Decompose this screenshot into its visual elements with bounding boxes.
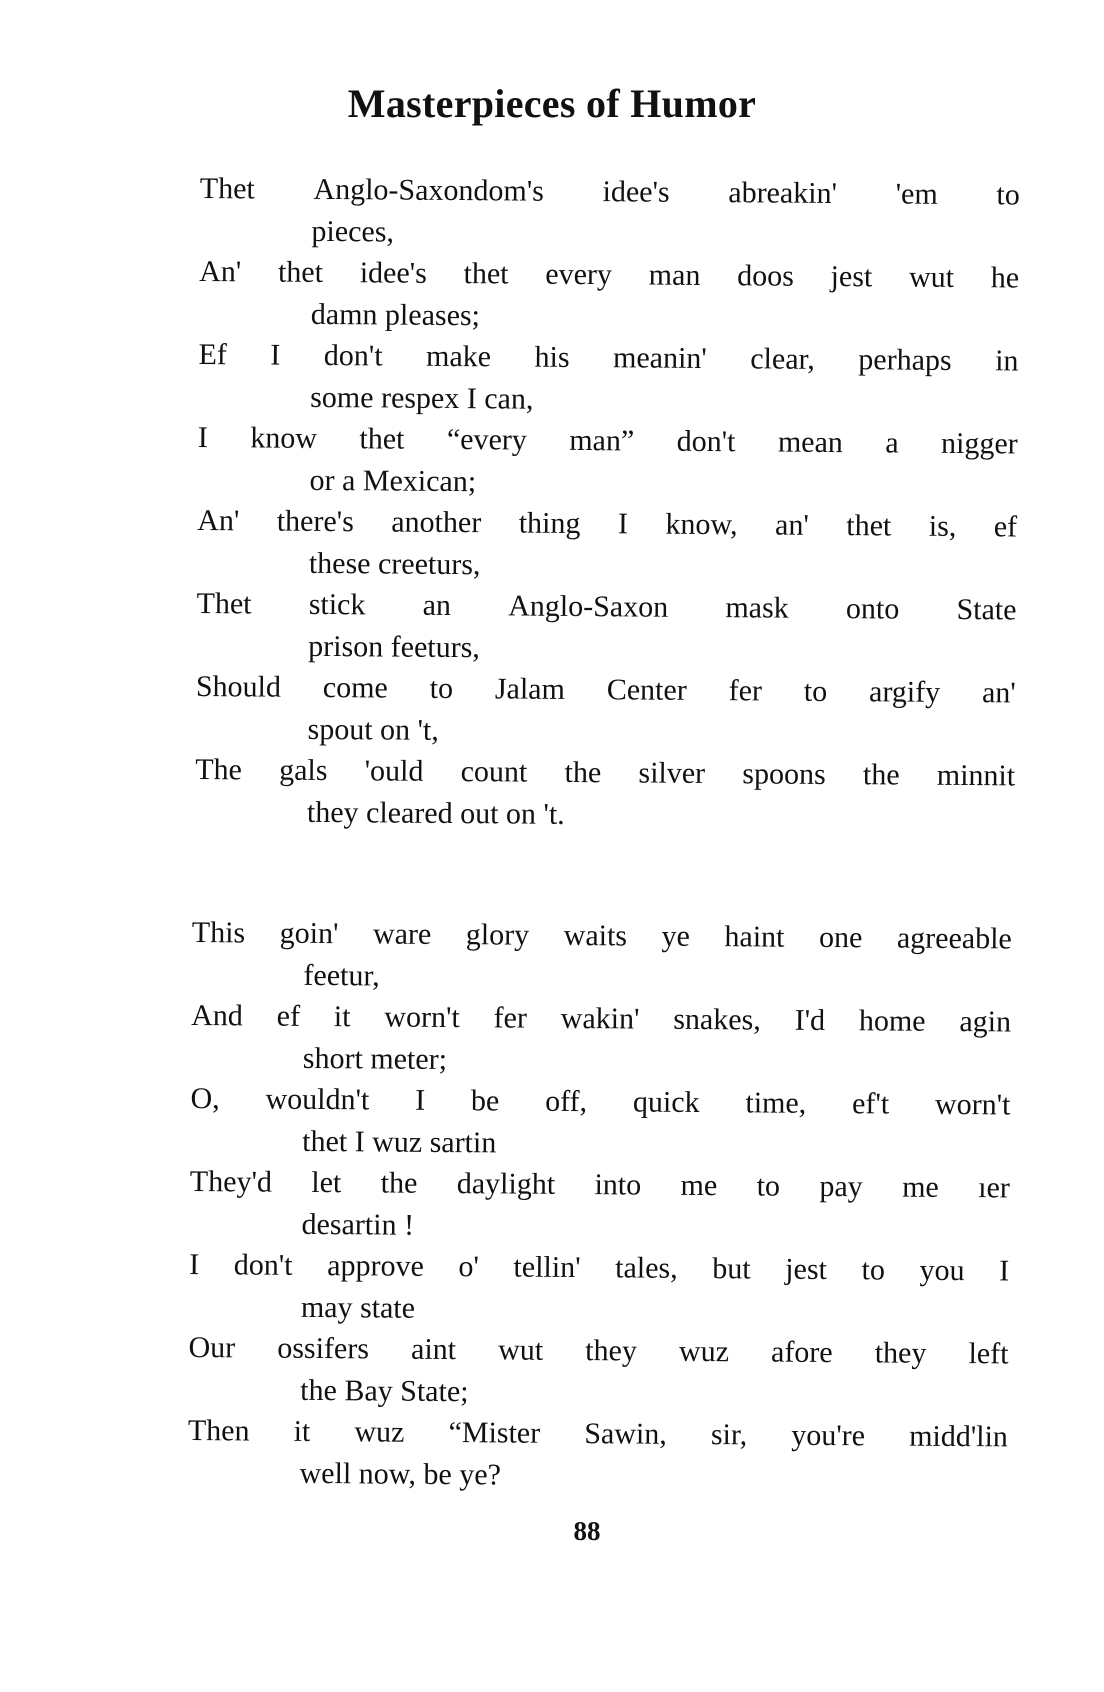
verse-word: off, bbox=[545, 1084, 588, 1119]
verse-word: approve bbox=[327, 1249, 424, 1283]
page-number: 88 bbox=[573, 1516, 601, 1546]
verse-word: they bbox=[874, 1336, 927, 1370]
verse-word: left bbox=[968, 1337, 1009, 1371]
verse-word: to bbox=[803, 674, 828, 708]
verse-main-line bbox=[196, 666, 1016, 714]
verse-word: come bbox=[322, 670, 388, 705]
verse-continuation: damn pleases; bbox=[310, 297, 481, 332]
verse-continuation: feetur, bbox=[303, 958, 380, 992]
running-head: Masterpieces of Humor bbox=[347, 81, 757, 126]
verse-word: make bbox=[425, 339, 492, 374]
verse-main-line bbox=[189, 1244, 1009, 1292]
verse-continuation: the Bay State; bbox=[300, 1373, 469, 1408]
verse-word: ef bbox=[276, 999, 301, 1033]
verse-word: An' bbox=[197, 503, 240, 538]
verse-word: home bbox=[858, 1004, 926, 1038]
verse-continuation: short meter; bbox=[302, 1041, 448, 1076]
verse-word: Anglo-Saxondom's bbox=[313, 172, 545, 208]
verse-word: he bbox=[990, 261, 1020, 295]
verse-word: Our bbox=[188, 1330, 236, 1365]
verse-word: stick bbox=[308, 587, 366, 622]
verse-word: worn't bbox=[384, 1000, 460, 1035]
verse-word: jest bbox=[785, 1252, 828, 1286]
verse-continuation: thet I wuz sartin bbox=[302, 1124, 497, 1159]
verse-line bbox=[197, 500, 1018, 589]
verse-word: wouldn't bbox=[265, 1082, 370, 1117]
verse-word: to bbox=[429, 671, 454, 706]
verse-continuation: well now, be ye? bbox=[299, 1456, 502, 1491]
verse-word: doos bbox=[737, 259, 794, 293]
verse-word: is, bbox=[928, 509, 957, 543]
verse-word: it bbox=[333, 1000, 351, 1034]
verse-word: they bbox=[585, 1334, 638, 1368]
verse-word: ıer bbox=[978, 1171, 1010, 1205]
verse-word: waits bbox=[563, 918, 628, 953]
verse-word: ef't bbox=[851, 1087, 890, 1121]
verse-word: wakin' bbox=[560, 1001, 640, 1036]
verse-word: man bbox=[648, 258, 701, 292]
verse-word: ware bbox=[372, 917, 432, 951]
verse-word: I bbox=[197, 420, 209, 455]
verse-line bbox=[190, 1078, 1011, 1167]
verse-word: thet bbox=[463, 257, 509, 291]
verse-word: I bbox=[189, 1247, 200, 1282]
verse-word: an' bbox=[981, 676, 1016, 710]
verse-word: every bbox=[545, 257, 613, 292]
verse-word: Should bbox=[195, 669, 282, 704]
verse-word: Ef bbox=[198, 337, 227, 372]
verse-main-line bbox=[188, 1327, 1008, 1375]
verse-word: an bbox=[422, 588, 452, 622]
verse-word: quick bbox=[632, 1085, 700, 1119]
verse-word: in bbox=[995, 344, 1019, 378]
verse-word: tellin' bbox=[513, 1250, 581, 1285]
verse-word: thet bbox=[277, 255, 324, 289]
verse-word: another bbox=[391, 505, 482, 540]
verse-word: me bbox=[680, 1168, 718, 1203]
verse-word: fer bbox=[493, 1001, 528, 1035]
verse-word: agreeable bbox=[896, 921, 1012, 956]
verse-word: man” bbox=[569, 423, 635, 458]
verse-word: to bbox=[861, 1253, 886, 1287]
verse-word: onto bbox=[845, 592, 900, 626]
verse-word: the bbox=[862, 758, 900, 792]
verse-word: O, bbox=[190, 1081, 220, 1116]
verse-word: I bbox=[999, 1254, 1010, 1288]
verse-line bbox=[199, 251, 1020, 340]
verse-word: argify bbox=[868, 675, 941, 709]
verse-word: abreakin' bbox=[728, 176, 838, 211]
verse-word: 'ould bbox=[364, 754, 424, 788]
verse-word: worn't bbox=[934, 1087, 1011, 1122]
verse-main-line bbox=[196, 583, 1016, 631]
verse-word: nigger bbox=[940, 426, 1018, 461]
verse-word: 'em bbox=[895, 177, 938, 211]
verse-main-line bbox=[191, 995, 1011, 1043]
verse-word: o' bbox=[458, 1250, 480, 1284]
verse-word: don't bbox=[676, 424, 736, 459]
verse-line bbox=[188, 1327, 1009, 1416]
verse-word: tales, bbox=[615, 1251, 678, 1285]
verse-word: I bbox=[415, 1083, 426, 1117]
verse-word: ye bbox=[661, 919, 691, 953]
verse-word: be bbox=[470, 1084, 500, 1118]
verse-word: Jalam bbox=[494, 672, 566, 706]
verse-word: Sawin, bbox=[584, 1417, 667, 1451]
verse-continuation: or a Mexican; bbox=[309, 463, 477, 498]
verse-word: goin' bbox=[279, 916, 339, 951]
verse-continuation: prison feeturs, bbox=[308, 629, 480, 664]
verse-word: I bbox=[270, 338, 281, 372]
verse-line bbox=[191, 995, 1012, 1084]
verse-word: into bbox=[594, 1168, 642, 1202]
verse-word: “Mister bbox=[448, 1416, 541, 1450]
verse-word: And bbox=[191, 998, 243, 1033]
verse-word: meanin' bbox=[612, 341, 707, 375]
verse-line bbox=[197, 417, 1018, 506]
verse-main-line bbox=[198, 334, 1018, 382]
verse-word: know, bbox=[665, 507, 738, 542]
verse-word: Thet bbox=[199, 171, 255, 206]
verse-continuation: may state bbox=[300, 1290, 416, 1325]
verse-word: but bbox=[712, 1252, 751, 1286]
verse-word: one bbox=[818, 920, 863, 955]
verse-word: ef bbox=[993, 510, 1018, 544]
verse-word: the bbox=[380, 1166, 418, 1200]
verse-word: let bbox=[311, 1165, 342, 1200]
verse-word: count bbox=[460, 755, 528, 789]
verse-word: you're bbox=[791, 1418, 866, 1453]
verse-word: snakes, bbox=[673, 1002, 761, 1037]
verse-word: don't bbox=[233, 1248, 293, 1282]
verse-continuation: pieces, bbox=[311, 214, 395, 249]
verse-word: silver bbox=[638, 756, 706, 790]
verse-word: wuz bbox=[678, 1334, 730, 1369]
verse-word: don't bbox=[323, 338, 383, 373]
verse-word: agin bbox=[959, 1005, 1012, 1039]
verse-word: idee's bbox=[359, 256, 427, 290]
verse-continuation: desartin ! bbox=[301, 1207, 415, 1242]
verse-word: jest bbox=[830, 259, 873, 294]
verse-word: fer bbox=[728, 674, 763, 708]
verse-line bbox=[189, 1244, 1010, 1333]
verse-line bbox=[198, 334, 1019, 423]
verse-word: thet bbox=[846, 509, 892, 543]
stanza-1 bbox=[195, 168, 1020, 838]
verse-word: there's bbox=[276, 504, 354, 539]
verse-word: The bbox=[195, 752, 243, 787]
verse-line bbox=[195, 666, 1016, 755]
verse-word: an' bbox=[774, 508, 809, 542]
verse-word: Then bbox=[187, 1413, 250, 1448]
verse-word: daylight bbox=[456, 1167, 556, 1201]
verse-word: sir, bbox=[710, 1418, 748, 1452]
verse-word: to bbox=[756, 1169, 781, 1203]
verse-continuation: spout on 't, bbox=[307, 712, 439, 747]
verse-word: They'd bbox=[189, 1164, 273, 1199]
verse-word: the bbox=[564, 755, 602, 790]
verse-line bbox=[187, 1410, 1008, 1499]
verse-main-line bbox=[200, 168, 1020, 216]
verse-word: wuz bbox=[354, 1415, 405, 1449]
verse-word: mean bbox=[777, 425, 844, 460]
verse-main-line bbox=[188, 1410, 1008, 1458]
verse-line bbox=[189, 1161, 1010, 1250]
verse-word: I bbox=[617, 507, 629, 541]
verse-word: his bbox=[534, 340, 570, 374]
verse-word: Anglo-Saxon bbox=[508, 589, 669, 624]
verse-word: wut bbox=[908, 260, 955, 294]
verse-word: know bbox=[250, 421, 318, 455]
verse-word: afore bbox=[770, 1335, 833, 1370]
verse-word: pay bbox=[819, 1169, 863, 1204]
stanza-2 bbox=[187, 912, 1012, 1499]
verse-word: wut bbox=[498, 1333, 544, 1367]
verse-word: idee's bbox=[602, 175, 670, 209]
verse-main-line bbox=[195, 749, 1015, 797]
verse-continuation: some respex I can, bbox=[310, 380, 534, 416]
verse-word: me bbox=[902, 1170, 939, 1204]
verse-main-line bbox=[199, 251, 1019, 299]
verse-line bbox=[199, 168, 1020, 257]
verse-word: Center bbox=[606, 673, 687, 707]
verse-line bbox=[196, 583, 1017, 672]
verse-word: time, bbox=[745, 1086, 807, 1120]
verse-word: aint bbox=[410, 1332, 457, 1367]
verse-word: gals bbox=[279, 753, 328, 788]
verse-main-line bbox=[198, 417, 1018, 465]
verse-word: midd'lin bbox=[909, 1419, 1009, 1454]
verse-word: Thet bbox=[196, 586, 252, 621]
verse-word: “every bbox=[446, 422, 527, 457]
verse-main-line bbox=[197, 500, 1017, 548]
verse-main-line bbox=[190, 1078, 1010, 1126]
verse-main-line bbox=[190, 1161, 1010, 1209]
verse-word: you bbox=[919, 1253, 965, 1288]
verse-word: minnit bbox=[936, 758, 1016, 793]
verse-word: to bbox=[996, 178, 1020, 212]
verse-word: haint bbox=[724, 920, 785, 954]
verse-word: ossifers bbox=[277, 1331, 370, 1366]
verse-line bbox=[195, 749, 1016, 838]
verse-word: I'd bbox=[794, 1003, 826, 1037]
verse-word: mask bbox=[725, 591, 789, 625]
verse-line bbox=[191, 912, 1012, 1001]
verse-word: spoons bbox=[742, 757, 826, 791]
verse-word: This bbox=[191, 915, 246, 950]
verse-main-line bbox=[192, 912, 1012, 960]
verse-word: An' bbox=[199, 254, 242, 289]
verse-word: it bbox=[293, 1414, 311, 1448]
verse-word: State bbox=[956, 592, 1017, 627]
verse-word: perhaps bbox=[858, 343, 952, 377]
verse-word: glory bbox=[465, 918, 530, 952]
verse-continuation: these creeturs, bbox=[308, 546, 481, 581]
verse-word: a bbox=[885, 426, 899, 460]
verse-word: thing bbox=[518, 506, 581, 540]
verse-word: thet bbox=[359, 422, 405, 456]
verse-word: clear, bbox=[750, 342, 816, 376]
verse-continuation: they cleared out on 't. bbox=[306, 795, 565, 831]
